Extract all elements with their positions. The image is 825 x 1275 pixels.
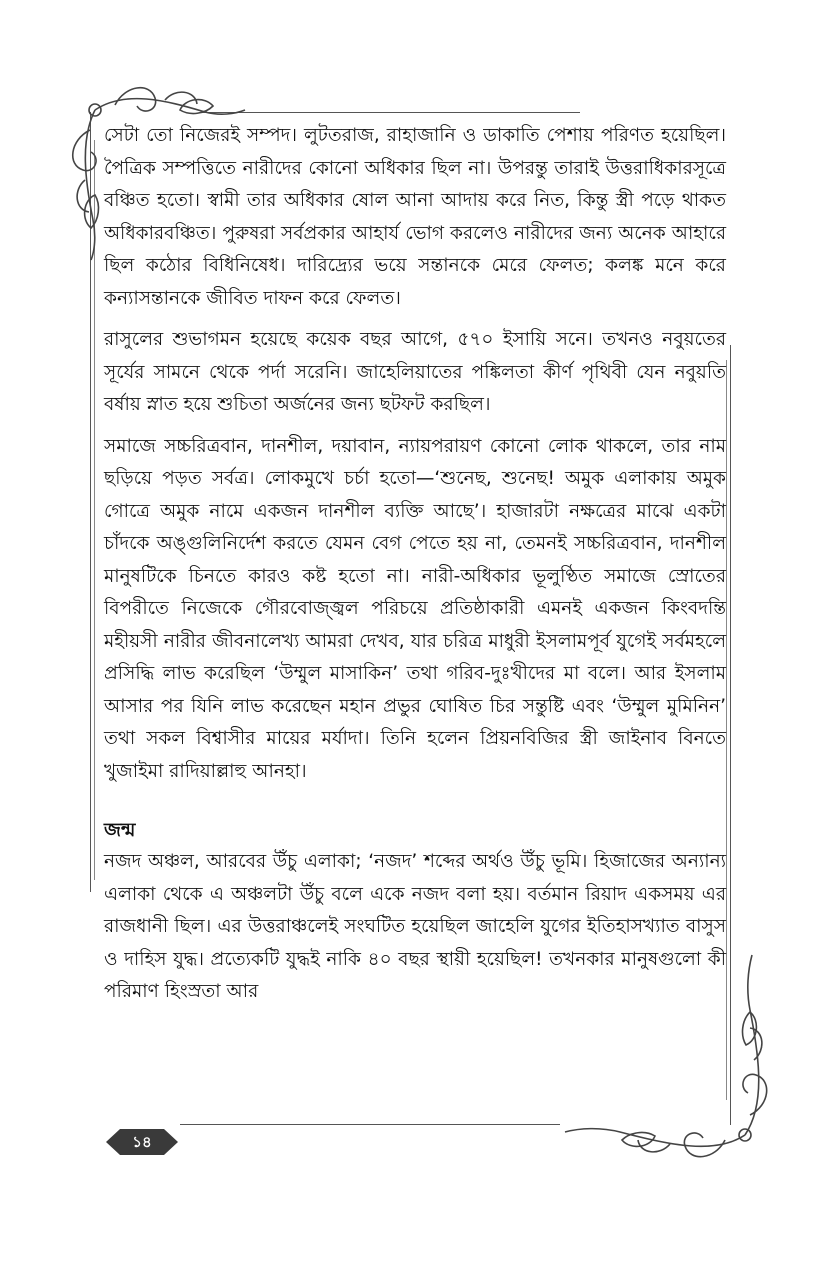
frame-top-border xyxy=(200,112,580,113)
paragraph: সমাজে সচ্চরিত্রবান, দানশীল, দয়াবান, ন্যায়পরায়ণ কোনো লোক থাকলে, তার নাম ছড়িয়ে পড়ত সর্বত্র। লোকমুখে চর্চা হতো—‘শুনেছ, শুনেছ! অমুক এলাকায় অমুক গোত্রে অমুক নামে একজন দানশীল ব্যক্তি আছে’। হাজারটা নক্ষত্রের মাঝে একটা চাঁদকে অঙ্গুলিনির্দেশ করতে যেমন বেগ পেতে হয় না, তেমনই সচ্চরিত্রবান, দানশীল মানুষটিকে চিনতে কারও কষ্ট হতো না। নারী-অধিকার ভূলুণ্ঠিত সমাজে স্রোতের বিপরীতে নিজেকে গৌরবোজ্জ্বল পরিচয়ে প্রতিষ্ঠাকারী এমনই একজন কিংবদন্তি মহীয়সী নারীর জীবনালেখ্য আমরা দেখব, যার চরিত্র মাধুরী ইসলামপূর্ব যুগেই সর্বমহলে প্রসিদ্ধি লাভ করেছিল ‘উম্মুল মাসাকিন’ তথা গরিব-দুঃখীদের মা বলে। আর ইসলাম আসার পর যিনি লাভ করেছেন মহান প্রভুর ঘোষিত চির সন্তুষ্টি এবং ‘উম্মুল মুমিনিন’ তথা সকল বিশ্বাসীর মায়ের মর্যাদা। তিনি হলেন প্রিয়নবিজির স্ত্রী জাইনাব বিনতে খুজাইমা রাদিয়াল্লাহু আনহা। xyxy=(104,435,726,782)
paragraph: নজদ অঞ্চল, আরবের উঁচু এলাকা; ‘নজদ’ শব্দের অর্থও উঁচু ভূমি। হিজাজের অন্যান্য এলাকা থেকে এ অঞ্চলটা উঁচু বলে একে নজদ বলা হয়। বর্তমান রিয়াদ একসময় এর রাজধানী ছিল। এর উত্তরাঞ্চলেই সংঘটিত হয়েছিল জাহেলি যুগের ইতিহাসখ্যাত বাসুস ও দাহিস যুদ্ধ। প্রত্যেকটি যুদ্ধই নাকি ৪০ বছর স্থায়ী হয়েছিল! তখনকার মানুষগুলো কী পরিমাণ হিংস্রতা আর xyxy=(104,851,726,1002)
section-heading: জন্ম xyxy=(104,819,136,841)
paragraph: সেটা তো নিজেরই সম্পদ। লুটতরাজ, রাহাজানি ও ডাকাতি পেশায় পরিণত হয়েছিল। পৈত্রিক সম্পত্তিতে নারীদের কোনো অধিকার ছিল না। উপরন্তু তারাই উত্তরাধিকারসূত্রে বঞ্চিত হতো। স্বামী তার অধিকার ষোল আনা আদায় করে নিত, কিন্তু স্ত্রী পড়ে থাকত অধিকারবঞ্চিত। পুরুষরা সর্বপ্রকার আহার্য ভোগ করলেও নারীদের জন্য অনেক আহারে ছিল কঠোর বিধিনিষেধ। দারিদ্র্যের ভয়ে সন্তানকে মেরে ফেলত; কলঙ্ক মনে করে কন্যাসন্তানকে জীবিত দাফন করে ফেলত। xyxy=(104,125,726,309)
frame-bottom-border xyxy=(180,1124,560,1125)
page-number: ১৪ xyxy=(132,1133,152,1151)
page-body xyxy=(104,120,726,1018)
paragraph: রাসুলের শুভাগমন হয়েছে কয়েক বছর আগে, ৫৭০ ইসায়ি সনে। তখনও নবুয়তের সূর্যের সামনে থেকে পর্দা সরেনি। জাহেলিয়াতের পঙ্কিলতা কীর্ণ পৃথিবী যেন নবুয়তি বর্ষায় স্নাত হয়ে শুচিতা অর্জনের জন্য ছটফট করছিল। xyxy=(104,329,726,415)
